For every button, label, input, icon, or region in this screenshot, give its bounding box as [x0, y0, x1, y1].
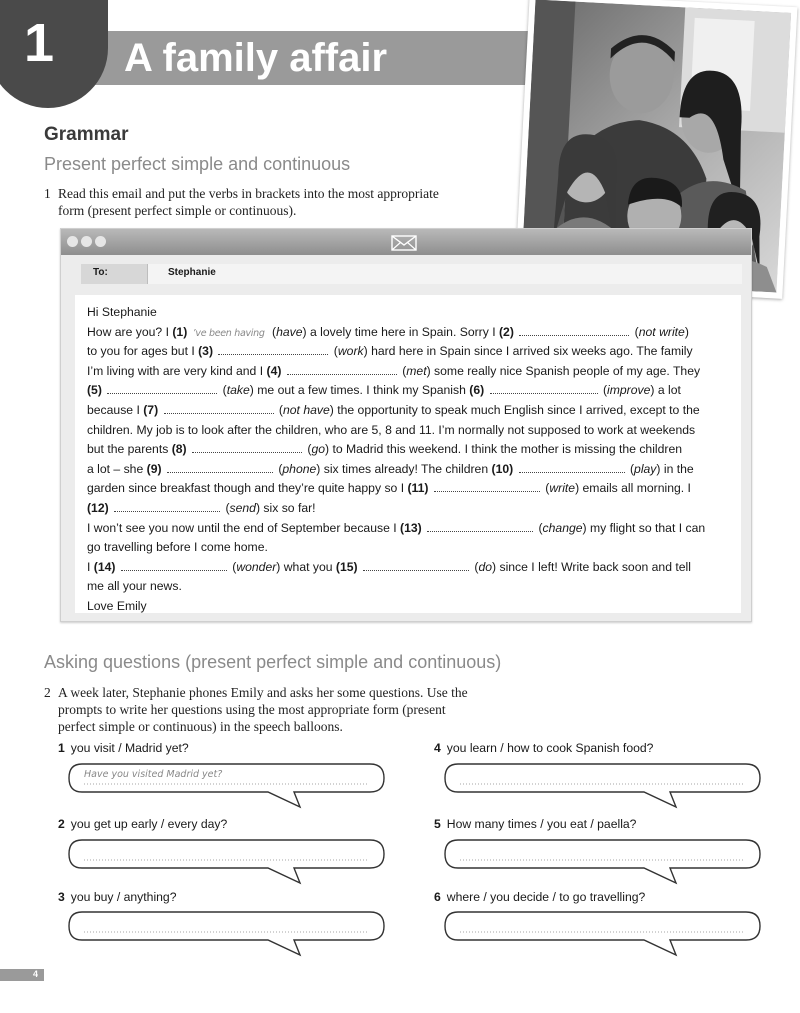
answer-gap[interactable]: [519, 324, 629, 336]
page-number-tab: [0, 969, 44, 981]
prompt-3: 3 you buy / anything?: [58, 890, 177, 904]
answer-gap[interactable]: [167, 461, 273, 473]
section-subheading-questions: Asking questions (present perfect simple and continuous): [44, 652, 502, 672]
email-greeting: Hi Stephanie: [87, 305, 157, 319]
answer-gap[interactable]: [363, 559, 469, 571]
speech-balloon-1[interactable]: [68, 763, 384, 809]
envelope-icon: [391, 235, 417, 251]
window-dot: [81, 236, 92, 247]
answer-gap[interactable]: [107, 382, 217, 394]
page-number: 4: [32, 969, 38, 979]
section-heading: Grammar: [44, 124, 129, 145]
instruction-line: perfect simple or continuous) in the speech balloons.: [58, 719, 343, 734]
instruction-line: form (present perfect simple or continuous).: [58, 203, 297, 218]
speech-balloon-4[interactable]: [444, 763, 760, 809]
balloon-answer: Have you visited Madrid yet?: [84, 769, 223, 780]
email-line: I won’t see you now until the end of September because I (13) (change) my flight so that I can: [87, 520, 706, 535]
answer-gap[interactable]: [490, 382, 598, 394]
answer-gap[interactable]: [519, 461, 625, 473]
email-line: go travelling before I come home.: [87, 540, 268, 555]
unit-title: A family affair: [124, 36, 388, 80]
prompt-1: 1 you visit / Madrid yet?: [58, 741, 189, 755]
email-line: but the parents (8) (go) to Madrid this weekend. I think the mother is missing the children: [87, 442, 683, 457]
answer-gap[interactable]: [287, 363, 397, 375]
email-line: a lot – she (9) (phone) six times already! The children (10) (play) in the: [87, 461, 694, 476]
example-answer: ’ve been having: [192, 327, 265, 339]
email-line: I’m living with are very kind and I (4) (met) some really nice Spanish people of my age. They: [87, 363, 701, 378]
answer-gap[interactable]: [218, 343, 328, 355]
prompt-2: 2 you get up early / every day?: [58, 817, 228, 831]
speech-balloon-3[interactable]: [68, 911, 384, 957]
answer-gap[interactable]: [114, 500, 220, 512]
answer-gap[interactable]: [427, 520, 533, 532]
answer-gap[interactable]: [192, 441, 302, 453]
to-row: [81, 264, 741, 284]
exercise-2-instructions: [44, 684, 468, 735]
prompt-6: 6 where / you decide / to go travelling?: [434, 890, 646, 904]
email-titlebar: [61, 229, 751, 255]
window-dot: [95, 236, 106, 247]
prompt-4: 4 you learn / how to cook Spanish food?: [434, 741, 654, 755]
instruction-line: prompts to write her questions using the most appropriate form (present: [58, 702, 446, 717]
email-text: [87, 303, 737, 617]
exercise-number: 2: [44, 685, 51, 700]
to-field: [147, 264, 742, 284]
answer-gap[interactable]: [434, 480, 540, 492]
instruction-line: Read this email and put the verbs in brackets into the most appropriate: [58, 186, 439, 201]
to-value: Stephanie: [168, 267, 216, 278]
unit-number: 1: [24, 13, 55, 73]
instruction-line: A week later, Stephanie phones Emily and asks her some questions. Use the: [58, 685, 468, 700]
window-dot: [67, 236, 78, 247]
answer-gap[interactable]: [121, 559, 227, 571]
to-label: To:: [93, 267, 108, 278]
exercise-1-instructions: [44, 185, 439, 219]
email-line: (12) (send) six so far!: [87, 500, 316, 515]
speech-balloon-6[interactable]: [444, 911, 760, 957]
email-line: (5) (take) me out a few times. I think my Spanish (6) (improve) a lot: [87, 383, 681, 398]
email-signoff: Love Emily: [87, 598, 147, 613]
answer-gap[interactable]: [164, 402, 274, 414]
email-line: children. My job is to look after the children, who are 5, 8 and 11. I’m normally not supposed to work at weekends: [87, 422, 696, 437]
email-line: me all your news.: [87, 579, 182, 594]
email-line: garden since breakfast though and they’re quite happy so I (11) (write) emails all morning. I: [87, 481, 691, 496]
email-line: because I (7) (not have) the opportunity to speak much English since I arrived, except to the: [87, 402, 700, 417]
email-line: I (14) (wonder) what you (15) (do) since I left! Write back soon and tell: [87, 559, 691, 574]
exercise-number: 1: [44, 186, 51, 201]
email-line: How are you? I (1) ’ve been having (have) a lovely time here in Spain. Sorry I (2) (not write): [87, 324, 689, 339]
email-line: to you for ages but I (3) (work) hard here in Spain since I arrived six weeks ago. The family: [87, 344, 693, 359]
section-subheading: Present perfect simple and continuous: [44, 154, 351, 174]
prompt-5: 5 How many times / you eat / paella?: [434, 817, 637, 831]
speech-balloon-2[interactable]: [68, 839, 384, 885]
email-body: [75, 295, 741, 613]
email-window: [60, 228, 752, 622]
speech-balloon-5[interactable]: [444, 839, 760, 885]
